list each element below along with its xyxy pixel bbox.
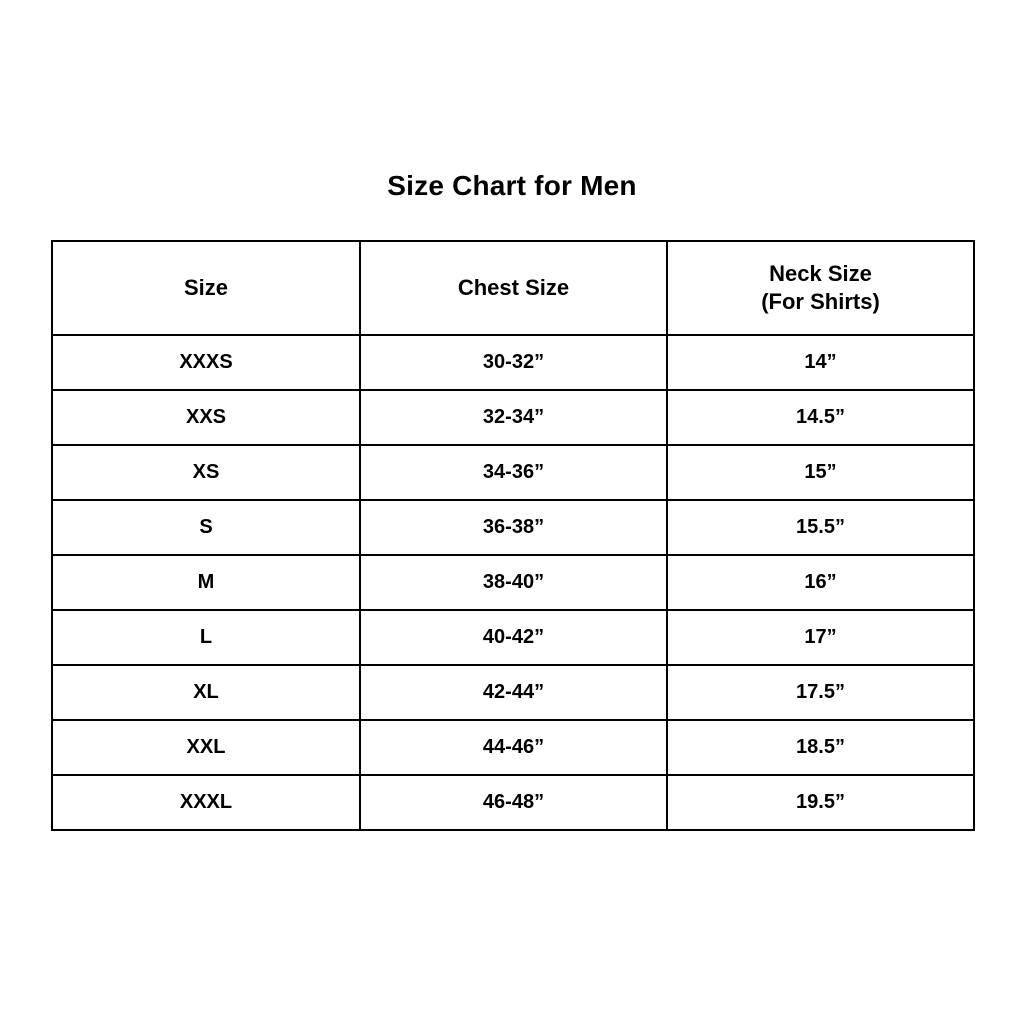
- cell-neck: 14.5”: [667, 390, 974, 445]
- table-row: [52, 445, 974, 500]
- table-row: [52, 610, 974, 665]
- cell-chest: 34-36”: [360, 445, 667, 500]
- cell-size: XL: [52, 665, 360, 720]
- size-chart-table-container: [51, 240, 973, 831]
- column-header-neck-sublabel: (For Shirts): [761, 289, 880, 314]
- cell-chest: 46-48”: [360, 775, 667, 830]
- table-body: [52, 335, 974, 830]
- cell-neck: 15.5”: [667, 500, 974, 555]
- cell-neck: 17”: [667, 610, 974, 665]
- cell-chest: 32-34”: [360, 390, 667, 445]
- page-title: Size Chart for Men: [387, 170, 637, 201]
- cell-neck: 16”: [667, 555, 974, 610]
- cell-size: XXXS: [52, 335, 360, 390]
- table-row: [52, 335, 974, 390]
- cell-neck: 18.5”: [667, 720, 974, 775]
- cell-size: XXS: [52, 390, 360, 445]
- cell-chest: 38-40”: [360, 555, 667, 610]
- cell-neck: 15”: [667, 445, 974, 500]
- column-header-size: [52, 241, 360, 335]
- column-header-chest-label: Chest Size: [457, 274, 570, 300]
- table-row: [52, 720, 974, 775]
- cell-neck: 19.5”: [667, 775, 974, 830]
- column-header-neck: [667, 241, 974, 335]
- table-row: [52, 775, 974, 830]
- table-row: [52, 500, 974, 555]
- cell-size: XXL: [52, 720, 360, 775]
- cell-neck: 14”: [667, 335, 974, 390]
- cell-size: S: [52, 500, 360, 555]
- cell-size: M: [52, 555, 360, 610]
- cell-size: XS: [52, 445, 360, 500]
- cell-chest: 40-42”: [360, 610, 667, 665]
- table-row: [52, 390, 974, 445]
- table-row: [52, 555, 974, 610]
- cell-neck: 17.5”: [667, 665, 974, 720]
- cell-size: L: [52, 610, 360, 665]
- table-header: [52, 241, 974, 335]
- table-row: [52, 665, 974, 720]
- column-header-neck-label: Neck Size: [769, 260, 872, 286]
- column-header-chest: [360, 241, 667, 335]
- column-header-size-label: Size: [183, 274, 229, 300]
- table-header-row: [52, 241, 974, 335]
- cell-chest: 30-32”: [360, 335, 667, 390]
- cell-chest: 36-38”: [360, 500, 667, 555]
- cell-chest: 42-44”: [360, 665, 667, 720]
- cell-size: XXXL: [52, 775, 360, 830]
- size-chart-table: [51, 240, 975, 831]
- cell-chest: 44-46”: [360, 720, 667, 775]
